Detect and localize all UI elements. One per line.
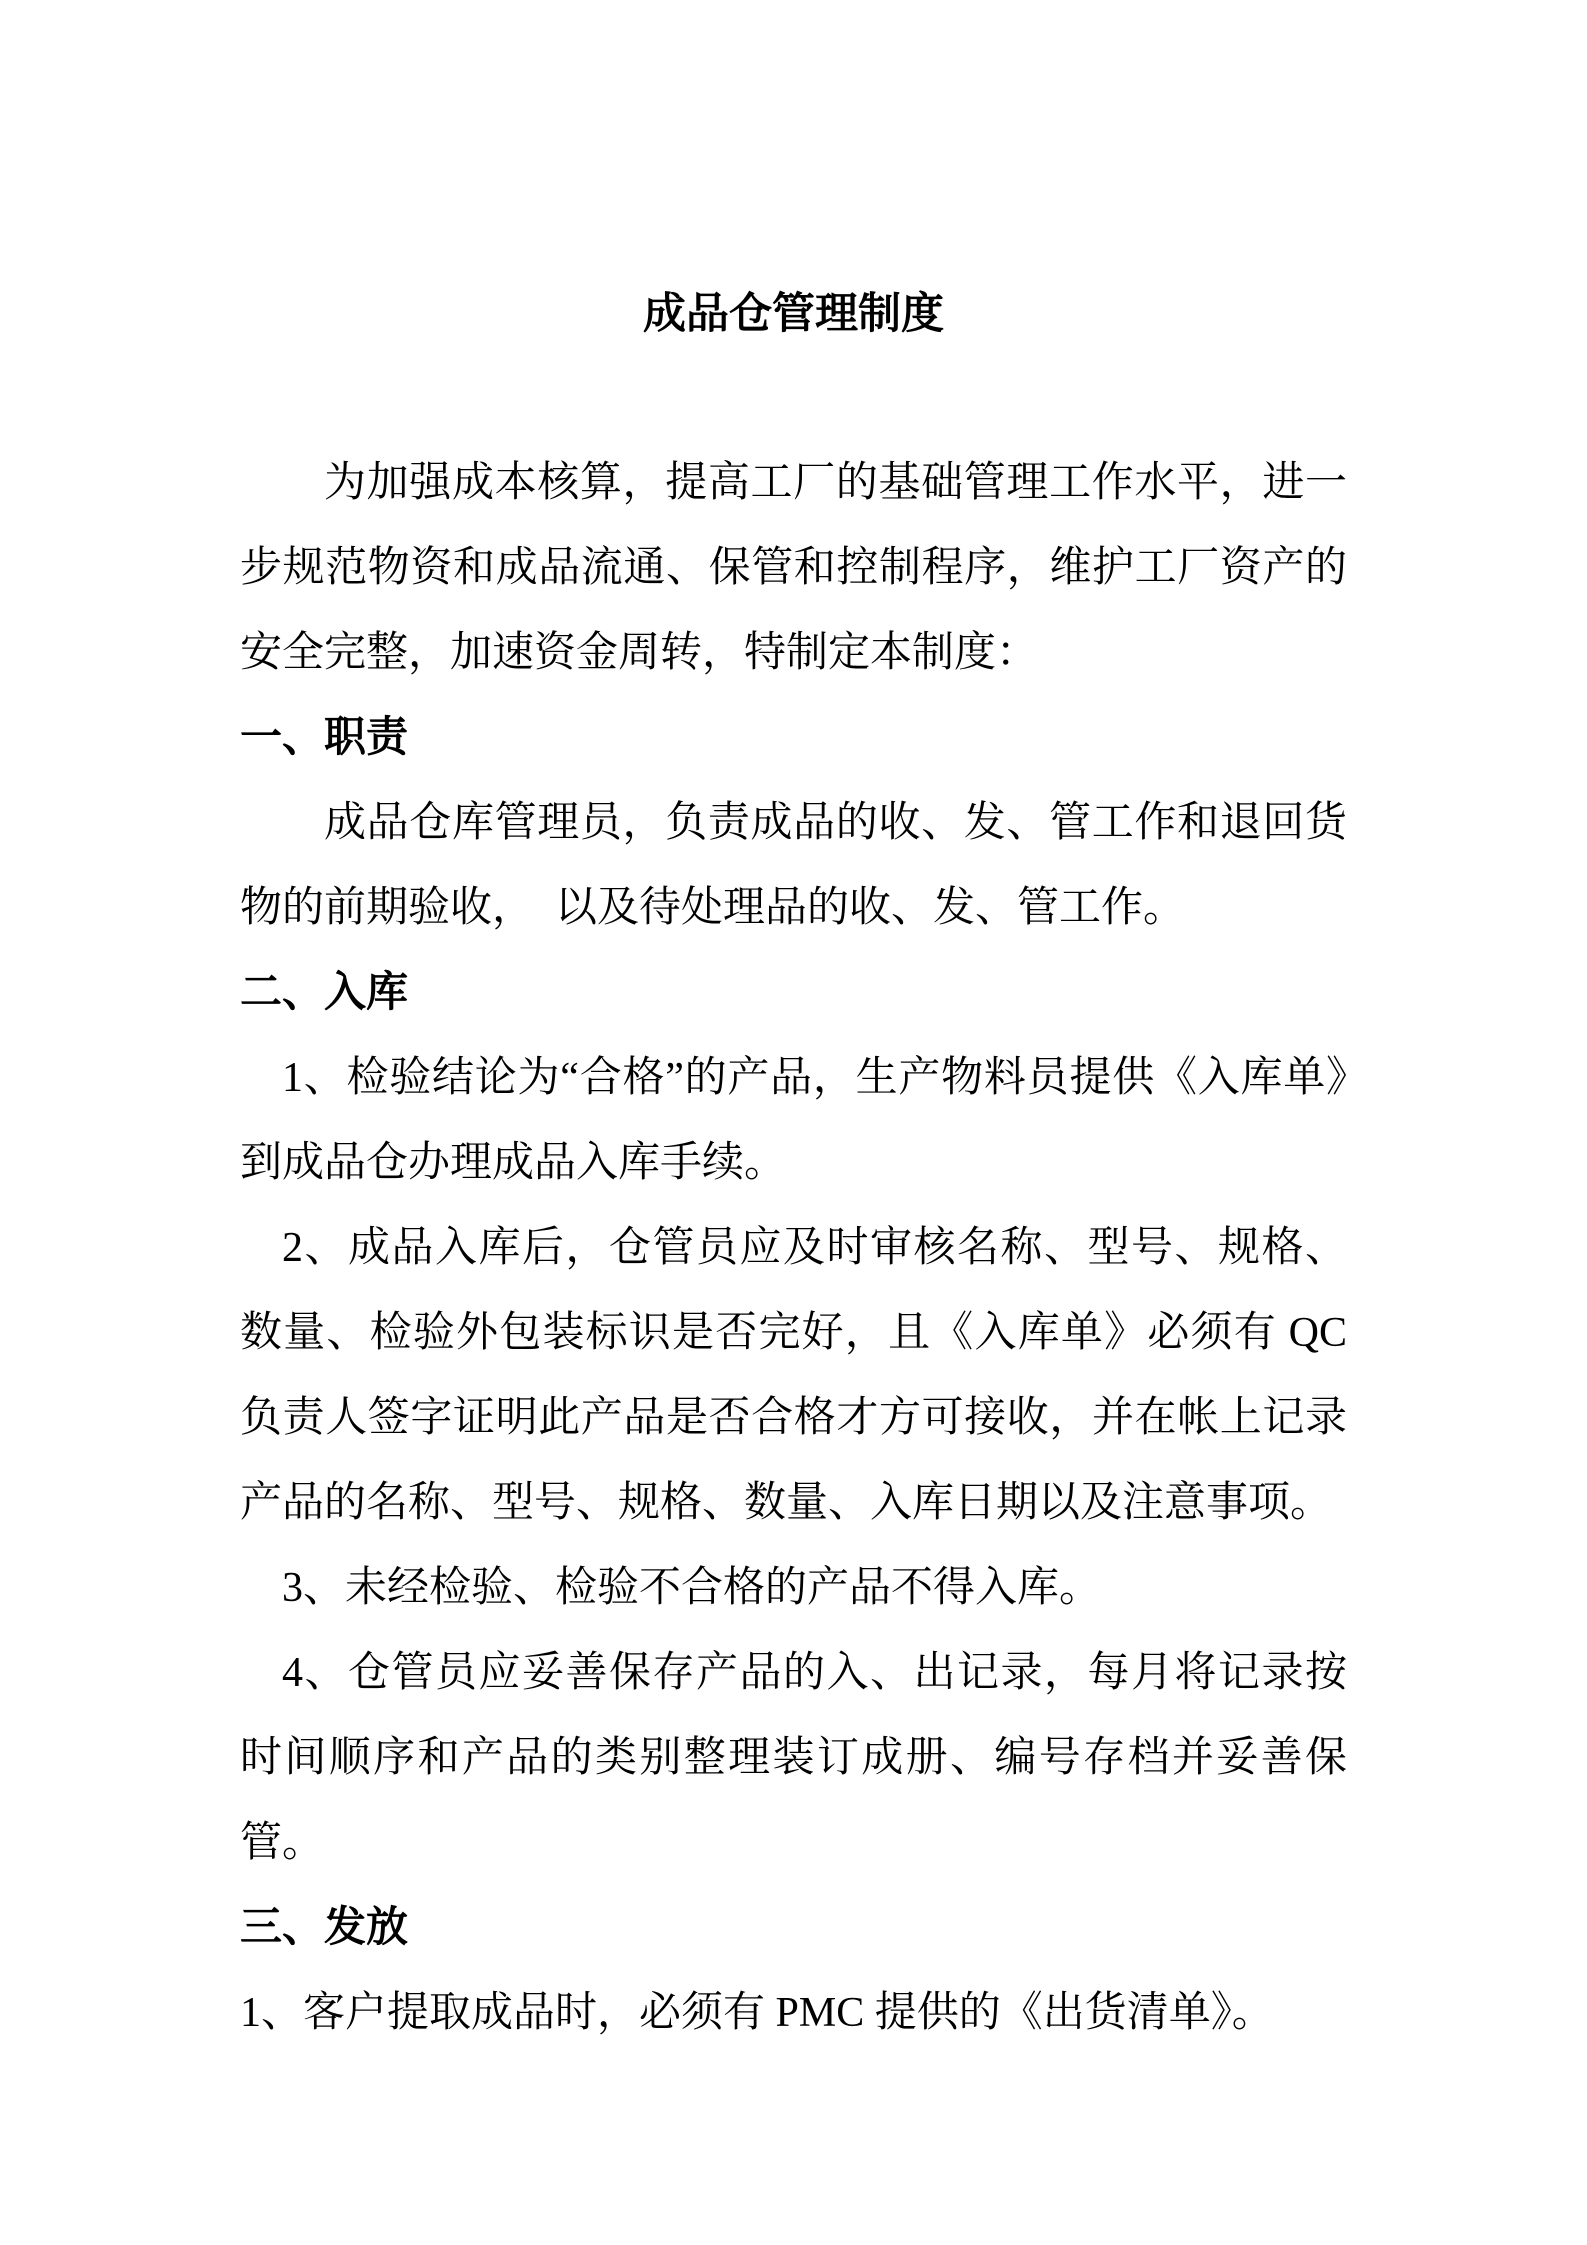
section-heading-duties: 一、职责	[240, 715, 409, 761]
issuance-item-1: 1、客户提取成品时，必须有 PMC 提供的《出货清单》。	[240, 1990, 1274, 2036]
inbound-item-1: 1、检验结论为“合格”的产品，生产物料员提供《入库单》到成品仓办理成品入库手续。	[240, 1055, 1347, 1186]
duties-paragraph: 成品仓库管理员，负责成品的收、发、管工作和退回货物的前期验收， 以及待处理品的收、发、管工作。	[240, 800, 1347, 931]
inbound-item-3: 3、未经检验、检验不合格的产品不得入库。	[282, 1565, 1102, 1611]
intro-paragraph: 为加强成本核算，提高工厂的基础管理工作水平，进一步规范物资和成品流通、保管和控制程序，维护工厂资产的安全完整，加速资金周转，特制定本制度：	[240, 460, 1347, 676]
document-title: 成品仓管理制度	[643, 291, 944, 338]
inbound-item-4: 4、仓管员应妥善保存产品的入、出记录，每月将记录按时间顺序和产品的类别整理装订成册、编号存档并妥善保管。	[240, 1650, 1347, 1866]
section-heading-inbound: 二、入库	[240, 970, 409, 1016]
inbound-item-2: 2、成品入库后，仓管员应及时审核名称、型号、规格、数量、检验外包装标识是否完好，且《入库单》必须有 QC 负责人签字证明此产品是否合格才方可接收，并在帐上记录产品的名称、型号、规格、数量、入库日期以及注意事项。	[240, 1225, 1347, 1526]
section-heading-issuance: 三、发放	[240, 1905, 409, 1951]
